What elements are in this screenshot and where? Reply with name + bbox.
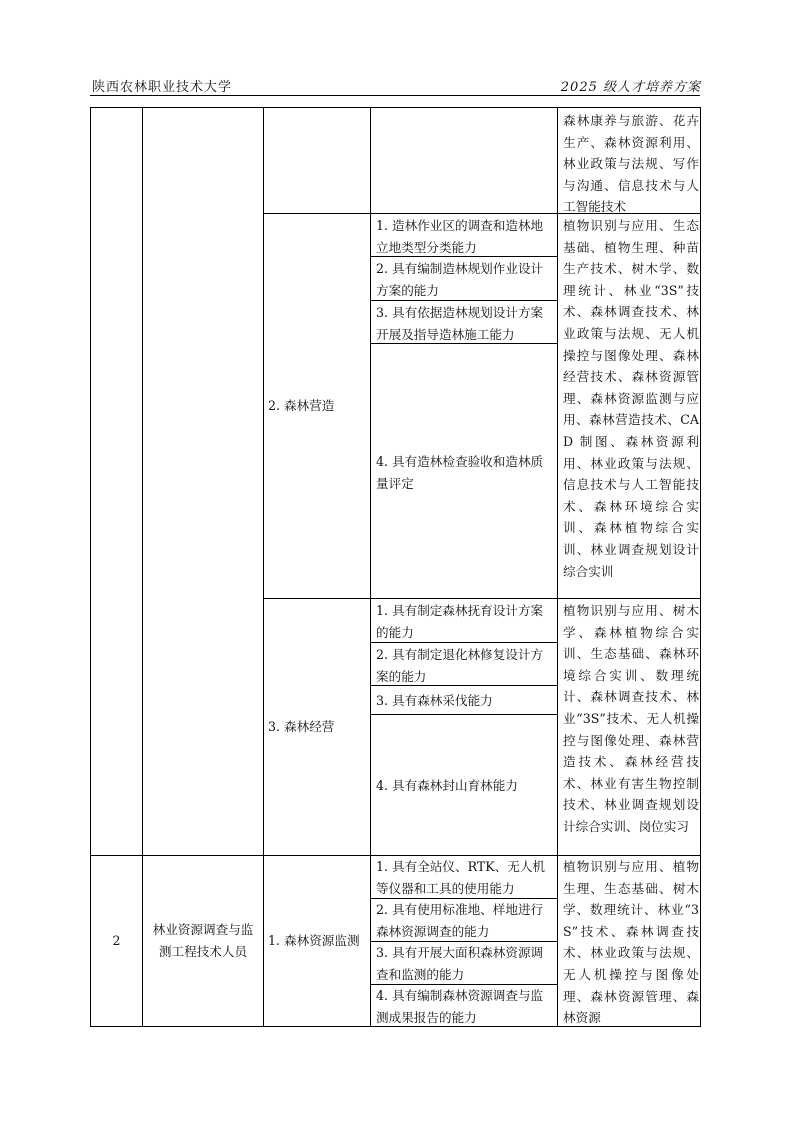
ability-item: 1. 造林作业区的调查和造林地立地类型分类能力 xyxy=(376,218,544,255)
ability-item: 4. 具有编制森林资源调查与监测成果报告的能力 xyxy=(376,988,544,1025)
courses-cell: 植物识别与应用、树木学、森林植物综合实训、生态基础、森林环境综合实训、数理统计、森林调查技术、林业“3S”技术、无人机操控与图像处理、森林营造技术、森林经营技术、林业有害生物控制技术、林业调查规划设计综合实训、岗位实习 xyxy=(563,603,699,834)
ability-item: 4. 具有森林封山育林能力 xyxy=(376,778,518,793)
header-document-title: 2025 级人才培养方案 xyxy=(560,80,701,95)
field-cell-resource-monitoring xyxy=(268,856,366,1026)
ability-item: 3. 具有开展大面积森林资源调查和监测的能力 xyxy=(376,945,544,982)
field-cell-forest-management xyxy=(268,599,368,855)
row-index-cell xyxy=(91,856,142,1026)
row-index: 2 xyxy=(112,933,121,949)
courses-cell: 植物识别与应用、植物生理、生态基础、树木学、数理统计、林业“3S”技术、森林调查技术、林业政策与法规、无人机操控与图像处理、森林资源管理、森林资源 xyxy=(563,859,699,1026)
field-label: 1. 森林资源监测 xyxy=(268,933,360,949)
field-cell-forest-establishment xyxy=(268,214,368,598)
ability-item: 2. 具有使用标准地、样地进行森林资源调查的能力 xyxy=(376,902,544,939)
courses-cell-continued: 森林康养与旅游、花卉生产、森林资源利用、林业政策与法规、写作与沟通、信息技术与人工智能技术 xyxy=(563,113,699,215)
ability-item: 1. 具有制定森林抚育设计方案的能力 xyxy=(376,603,544,640)
ability-item: 3. 具有依据造林规划设计方案开展及指导造林施工能力 xyxy=(376,305,544,342)
header-school-name: 陕西农林职业技术大学 xyxy=(92,80,233,95)
field-label: 2. 森林营造 xyxy=(268,398,335,414)
post-name: 林业资源调查与监测工程技术人员 xyxy=(152,922,254,959)
field-label: 3. 森林经营 xyxy=(268,719,335,735)
courses-cell: 植物识别与应用、生态基础、植物生理、种苗生产技术、树木学、数理统计、林业“3S”技术、森林调查技术、林业政策与法规、无人机操控与图像处理、森林经营技术、森林资源管理、森林资源监测与应用、森林营造技术、CAD 制图、森林资源利用、林业政策与法规、信息技术与人工智能技术、森林环境综合实训、森林植物综合实训、林业调查规划设计综合实训 xyxy=(563,218,699,579)
ability-item: 4. 具有造林检查验收和造林质量评定 xyxy=(376,454,544,491)
ability-item: 1. 具有全站仪、RTK、无人机等仪器和工具的使用能力 xyxy=(376,859,546,896)
ability-item: 3. 具有森林采伐能力 xyxy=(376,693,493,708)
ability-item: 2. 具有制定退化林修复设计方案的能力 xyxy=(376,647,544,684)
post-cell xyxy=(149,856,257,1026)
ability-item: 2. 具有编制造林规划作业设计方案的能力 xyxy=(376,261,544,298)
